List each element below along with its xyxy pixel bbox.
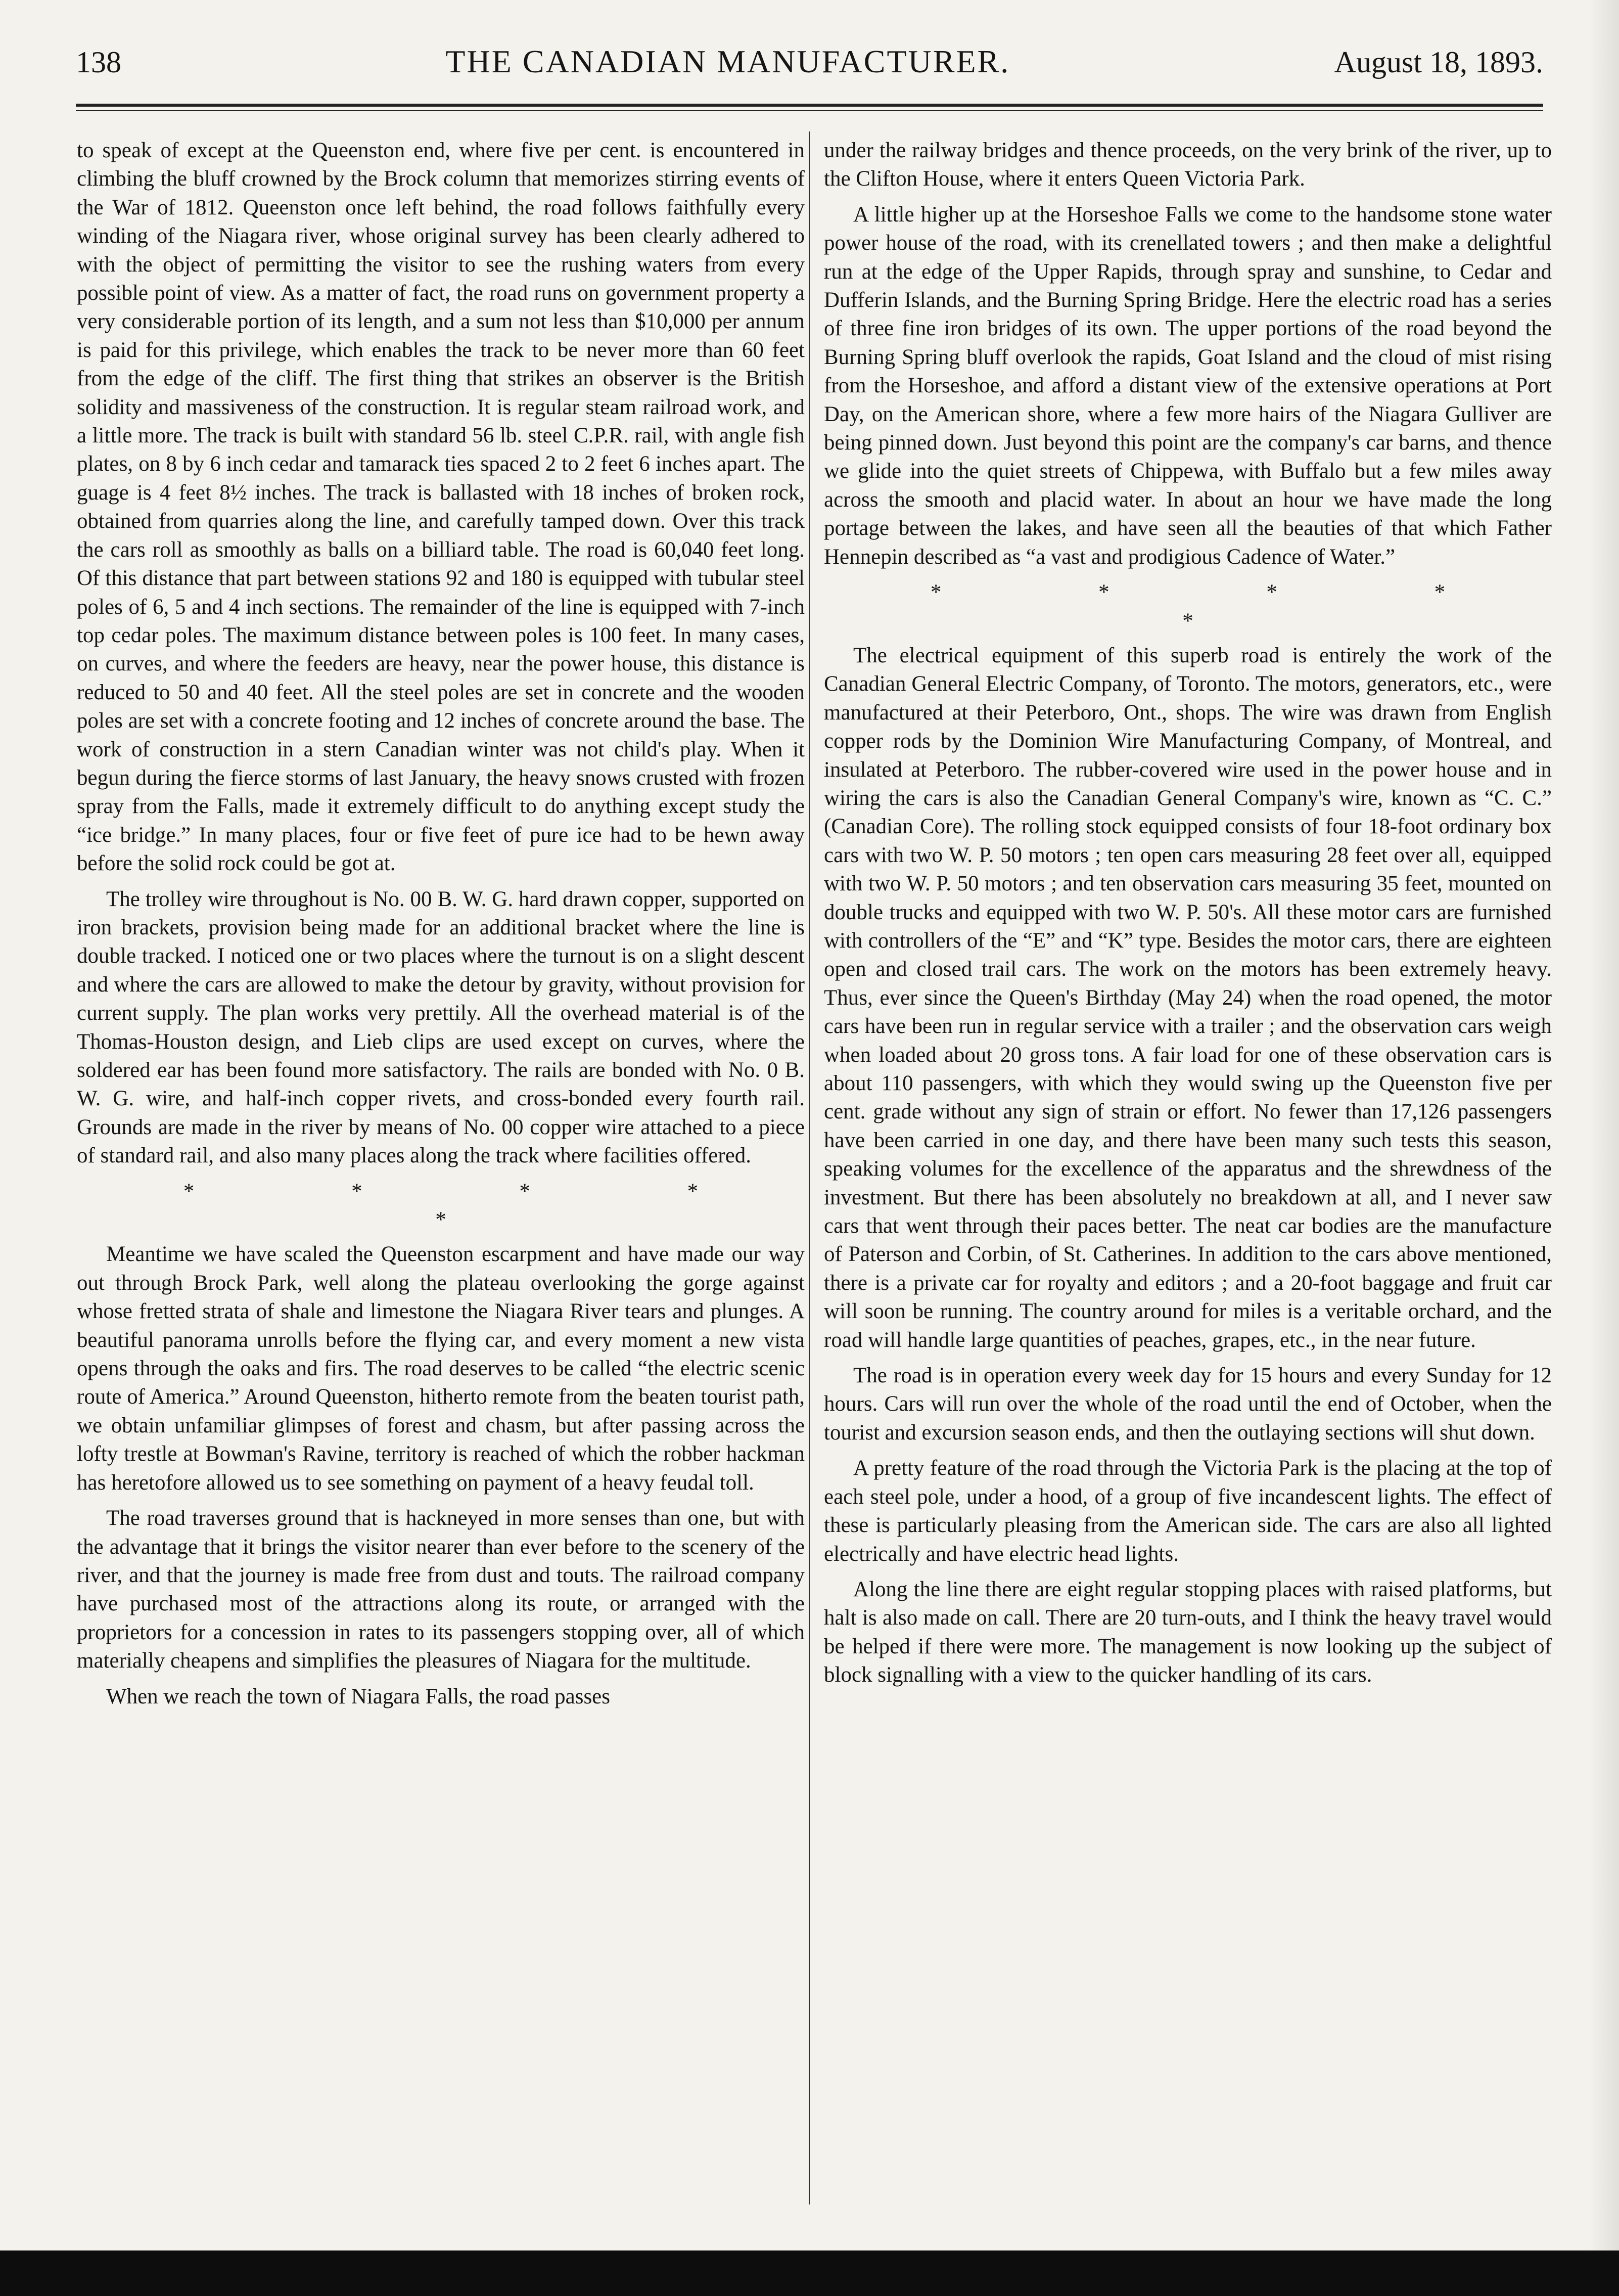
paragraph: Meantime we have scaled the Queenston escarpment and have made our way out through Brock Park, well along the plateau overlooking the gorge against whose fretted strata of shale and limestone the Niagara River tears and plunges. A beautiful panorama unrolls before the flying car, and every moment a new vista opens through the oaks and firs. The road deserves to be called “the electric scenic route of America.” Around Queenston, hitherto remote from the beaten tourist path, we obtain unfamiliar glimpses of forest and chasm, but after passing across the lofty trestle at Bowman's Ravine, territory is reached of which the robber hackman has heretofore allowed us to see something on payment of a heavy feudal toll. [77, 1242, 805, 1495]
section-separator: * * * * * [183, 1179, 774, 1232]
paragraph: The road is in operation every week day for 15 hours and every Sunday for 12 hours. Cars will run over the whole of the road until the end of October, when the tourist and excursion season ends, and then the outlaying sections will shut down. [824, 1364, 1552, 1445]
header-rule-thin [76, 110, 1543, 111]
paragraph: A little higher up at the Horseshoe Falls we come to the handsome stone water power house of the road, with its crenellated towers ; and then make a delightful run at the edge of the Upper Rapids, through spray and sunshine, to Cedar and Dufferin Islands, and the Burning Spring Bridge. Here the electric road has a series of three fine iron bridges of its own. The upper portions of the road beyond the Burning Spring bluff overlook the rapids, Goat Island and the cloud of mist rising from the Horseshoe, and afford a distant view of the extensive operations at Port Day, on the American shore, where a few more hairs of the Niagara Gulliver are being pinned down. Just beyond this point are the company's car barns, and thence we glide into the quiet streets of Chippewa, with Buffalo but a few miles away across the smooth and placid water. In about an hour we have made the long portage between the lakes, and have seen all the beauties of that which Father Hennepin described as “a vast and prodigious Cadence of Water.” [824, 202, 1552, 569]
scan-edge-shadow [1589, 0, 1619, 2296]
paragraph: under the railway bridges and thence proceeds, on the very brink of the river, up to the Clifton House, where it enters Queen Victoria Park. [824, 139, 1552, 191]
paragraph: to speak of except at the Queenston end, where five per cent. is encountered in climbing the bluff crowned by the Brock column that memorizes stirring events of the War of 1812. Queenston once left behind, the road follows faithfully every winding of the Niagara river, whose original survey has been clearly adhered to with the object of permitting the visitor to see the rushing waters from every possible point of view. As a matter of fact, the road runs on government property a very considerable portion of its length, and a sum not less than $10,000 per annum is paid for this privilege, which enables the track to be never more than 60 feet from the edge of the cliff. The first thing that strikes an observer is the British solidity and massiveness of the construction. It is regular steam railroad work, and a little more. The track is built with standard 56 lb. steel C.P.R. rail, with angle fish plates, on 8 by 6 inch cedar and tamarack ties spaced 2 to 2 feet 6 inches apart. The guage is 4 feet 8½ inches. The track is ballasted with 18 inches of broken rock, obtained from quarries along the line, and carefully tamped down. Over this track the cars roll as smoothly as balls on a billiard table. The road is 60,040 feet long. Of this distance that part between stations 92 and 180 is equipped with tubular steel poles of 6, 5 and 4 inch sections. The remainder of the line is equipped with 7-inch top cedar poles. The maximum distance between poles is 100 feet. In many cases, on curves, and where the feeders are heavy, near the power house, this distance is reduced to 50 and 40 feet. All the steel poles are set in concrete and the wooden poles are set with a concrete footing and 12 inches of concrete around the base. The work of construction in a stern Canadian winter was not child's play. When it begun during the fierce storms of last January, the heavy snows crusted with frozen spray from the Falls, made it extremely difficult to do anything except study the “ice bridge.” In many places, four or five feet of pure ice had to be hewn away before the solid rock could be got at. [77, 139, 805, 876]
column-divider [809, 131, 810, 2204]
page-number: 138 [76, 46, 121, 79]
issue-date: August 18, 1893. [1334, 46, 1543, 79]
section-separator: * * * * * [930, 580, 1521, 633]
paragraph: The trolley wire throughout is No. 00 B. W. G. hard drawn copper, supported on iron brackets, provision being made for an additional bracket where the line is double tracked. I noticed one or two places where the turnout is on a slight descent and where the cars are allowed to make the detour by gravity, without provision for current supply. The plan works very prettily. All the overhead material is of the Thomas-Houston design, and Lieb clips are used except on curves, where the soldered ear has been found more satisfactory. The rails are bonded with No. 0 B. W. G. wire, and half-inch copper rivets, and cross-bonded every fourth rail. Grounds are made in the river by means of No. 00 copper wire attached to a piece of standard rail, and also many places along the track where facilities offered. [77, 887, 805, 1168]
paragraph: The electrical equipment of this superb road is entirely the work of the Canadian General Electric Company, of Toronto. The motors, generators, etc., were manufactured at their Peterboro, Ont., shops. The wire was drawn from English copper rods by the Dominion Wire Manufacturing Company, of Montreal, and insulated at Peterboro. The rubber-covered wire used in the power house and in wiring the cars is also the Canadian General Company's wire, known as “C. C.” (Canadian Core). The rolling stock equipped consists of four 18-foot ordinary box cars with two W. P. 50 motors ; ten open cars measuring 28 feet over all, equipped with two W. P. 50 motors ; and ten observation cars measuring 35 feet, mounted on double trucks and equipped with two W. P. 50's. All these motor cars are furnished with controllers of the “E” and “K” type. Besides the motor cars, there are eighteen open and closed trail cars. The work on the motors has been extremely heavy. Thus, ever since the Queen's Birthday (May 24) when the road opened, the motor cars have been run in regular service with a trailer ; and the observation cars weigh when loaded about 20 gross tons. A fair load for one of these observation cars is about 110 passengers, with which they would swing up the Queenston five per cent. grade without any sign of strain or effort. No fewer than 17,126 passengers have been carried in one day, and there have been many such tests this season, speaking volumes for the excellence of the apparatus and the shrewdness of the investment. But there has been absolutely no breakdown at all, and I never saw cars that went through their paces better. The neat car bodies are the manufacture of Paterson and Corbin, of St. Catherines. In addition to the cars above mentioned, there is a private car for royalty and editors ; and a 20-foot baggage and fruit car will soon be running. The country around for miles is a veritable orchard, and the road will handle large quantities of peaches, grapes, etc., in the near future. [824, 643, 1552, 1352]
scan-bottom-border [0, 2250, 1619, 2296]
page-header [76, 43, 1543, 88]
paragraph: Along the line there are eight regular stopping places with raised platforms, but halt is also made on call. There are 20 turn-outs, and I think the heavy travel would be helped if there were more. The management is now looking up the subject of block signalling with a view to the quicker handling of its cars. [824, 1577, 1552, 1687]
paragraph: When we reach the town of Niagara Falls, the road passes [106, 1684, 610, 1708]
masthead-title: THE CANADIAN MANUFACTURER. [445, 43, 1010, 79]
header-rule-thick [76, 104, 1543, 107]
right-column [824, 137, 1552, 1697]
paragraph: A pretty feature of the road through the Victoria Park is the placing at the top of each steel pole, under a hood, of a group of five incandescent lights. The effect of these is particularly pleasing from the American side. The cars are also all lighted electrically and have electric head lights. [824, 1456, 1552, 1566]
paragraph: The road traverses ground that is hackneyed in more senses than one, but with the advantage that it brings the visitor nearer than ever before to the scenery of the river, and that the journey is made free from dust and touts. The railroad company have purchased most of the attractions along its route, or arranged with the proprietors for a concession in rates to its passengers stopping over, all of which materially cheapens and simplifies the pleasures of Niagara for the multitude. [77, 1506, 805, 1673]
left-column [77, 137, 805, 1718]
